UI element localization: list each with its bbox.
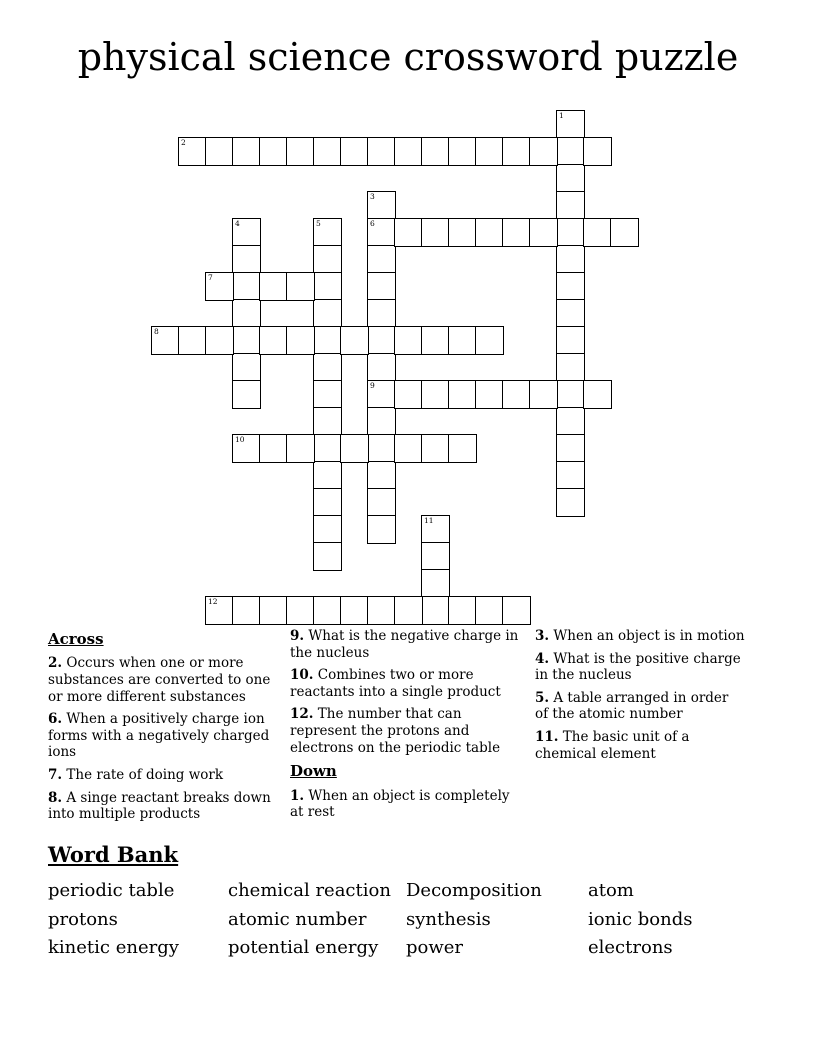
grid-cell[interactable]	[232, 353, 261, 382]
word-bank-list	[48, 877, 768, 963]
clue-number: 2.	[48, 655, 63, 672]
grid-cell[interactable]	[583, 137, 612, 166]
grid-cell[interactable]	[286, 434, 315, 463]
clue-number: 12.	[290, 706, 314, 723]
grid-cell[interactable]	[340, 137, 369, 166]
clue-4: 4. What is the positive charge in the nucleus	[535, 650, 741, 684]
clue-1: 1. When an object is completely at rest	[290, 787, 510, 821]
grid-cell[interactable]	[502, 380, 531, 409]
grid-cell[interactable]	[367, 380, 396, 409]
grid-cell[interactable]	[529, 380, 558, 409]
word-bank-item: periodic table	[48, 880, 175, 901]
word-bank-item: ionic bonds	[588, 908, 693, 930]
word-bank-item: Decomposition	[406, 880, 542, 901]
clue-number: 11.	[535, 728, 559, 745]
grid-cell[interactable]	[232, 434, 261, 463]
word-bank-item: protons	[48, 908, 118, 930]
grid-cell[interactable]	[475, 596, 504, 625]
clue-5: 5. A table arranged in order of the atomic number	[535, 689, 729, 723]
clue-number: 8.	[48, 789, 63, 806]
clue-6: 6. When a positively charge ion forms with a negatively charged ions	[48, 711, 270, 761]
word-bank-item: power	[406, 937, 464, 958]
grid-cell[interactable]	[556, 110, 585, 139]
grid-cell[interactable]	[448, 326, 477, 355]
cell-number: 10	[235, 435, 245, 444]
clue-11: 11. The basic unit of a chemical element	[535, 728, 690, 762]
clue-heading-down: Down	[290, 762, 337, 781]
clue-3: 3. When an object is in motion	[535, 628, 745, 644]
grid-cell[interactable]	[556, 407, 585, 436]
grid-cell[interactable]	[313, 326, 342, 355]
grid-cell[interactable]	[313, 218, 342, 247]
grid-cell[interactable]	[475, 380, 504, 409]
grid-cell[interactable]	[367, 515, 396, 544]
grid-cell[interactable]	[178, 326, 207, 355]
word-bank-item: atom	[588, 880, 634, 901]
cell-number: 2	[181, 138, 186, 147]
grid-cell[interactable]	[286, 596, 315, 625]
grid-cell[interactable]	[448, 380, 477, 409]
grid-cell[interactable]	[313, 353, 342, 382]
grid-cell[interactable]	[232, 326, 261, 355]
grid-cell[interactable]	[340, 434, 369, 463]
grid-cell[interactable]	[529, 218, 558, 247]
grid-cell[interactable]	[313, 245, 342, 274]
grid-cell[interactable]	[367, 488, 396, 517]
cell-number: 8	[154, 327, 159, 336]
grid-cell[interactable]	[421, 596, 450, 625]
grid-cell[interactable]	[367, 434, 396, 463]
grid-cell[interactable]	[448, 218, 477, 247]
grid-cell[interactable]	[421, 515, 450, 544]
grid-cell[interactable]	[286, 326, 315, 355]
grid-cell[interactable]	[556, 299, 585, 328]
grid-cell[interactable]	[313, 272, 342, 301]
grid-cell[interactable]	[205, 326, 234, 355]
grid-cell[interactable]	[232, 596, 261, 625]
clue-heading-across: Across	[48, 630, 104, 648]
word-bank-item: atomic number	[228, 908, 367, 930]
grid-cell[interactable]	[205, 137, 234, 166]
cell-number: 12	[208, 597, 218, 606]
grid-cell[interactable]	[556, 272, 585, 301]
grid-cell[interactable]	[421, 434, 450, 463]
grid-cell[interactable]	[232, 272, 261, 301]
grid-cell[interactable]	[394, 434, 423, 463]
grid-cell[interactable]	[556, 380, 585, 409]
clue-7: 7. The rate of doing work	[48, 767, 224, 783]
clue-10: 10. Combines two or more reactants into a single product	[290, 667, 501, 700]
grid-cell[interactable]	[421, 326, 450, 355]
clue-number: 4.	[535, 650, 550, 667]
clue-number: 6.	[48, 711, 63, 728]
grid-cell[interactable]	[313, 299, 342, 328]
grid-cell[interactable]	[448, 434, 477, 463]
grid-cell[interactable]	[556, 164, 585, 193]
grid-cell[interactable]	[367, 299, 396, 328]
grid-cell[interactable]	[556, 191, 585, 220]
word-bank-item: synthesis	[406, 908, 491, 930]
grid-cell[interactable]	[259, 326, 288, 355]
clue-number: 10.	[290, 667, 314, 684]
cell-number: 3	[370, 192, 375, 201]
grid-cell[interactable]	[448, 596, 477, 625]
grid-cell[interactable]	[313, 434, 342, 463]
grid-cell[interactable]	[394, 596, 423, 625]
grid-cell[interactable]	[259, 596, 288, 625]
grid-cell[interactable]	[367, 218, 396, 247]
grid-cell[interactable]	[394, 137, 423, 166]
word-bank-item: electrons	[588, 937, 673, 958]
grid-cell[interactable]	[583, 380, 612, 409]
word-bank-item: potential energy	[228, 937, 379, 958]
word-bank-section	[48, 842, 768, 963]
grid-cell[interactable]	[529, 137, 558, 166]
grid-cell[interactable]	[205, 272, 234, 301]
clue-12: 12. The number that can represent the protons and electrons on the periodic table	[290, 706, 501, 756]
grid-cell[interactable]	[313, 137, 342, 166]
clue-number: 9.	[290, 628, 305, 644]
grid-cell[interactable]	[556, 326, 585, 355]
grid-cell[interactable]	[259, 272, 288, 301]
grid-cell[interactable]	[421, 542, 450, 571]
cell-number: 6	[370, 219, 375, 228]
grid-cell[interactable]	[556, 353, 585, 382]
grid-cell[interactable]	[232, 299, 261, 328]
grid-cell[interactable]	[475, 326, 504, 355]
clue-column-middle	[290, 628, 522, 827]
grid-cell[interactable]	[286, 137, 315, 166]
word-bank-heading: Word Bank	[48, 842, 179, 867]
grid-cell[interactable]	[367, 596, 396, 625]
clue-column-across	[48, 628, 273, 829]
grid-cell[interactable]	[151, 326, 180, 355]
grid-cell[interactable]	[421, 218, 450, 247]
grid-cell[interactable]	[367, 191, 396, 220]
grid-cell[interactable]	[448, 137, 477, 166]
grid-cell[interactable]	[556, 218, 585, 247]
page-title: physical science crossword puzzle	[77, 35, 739, 79]
clue-column-down	[535, 628, 745, 768]
grid-cell[interactable]	[502, 218, 531, 247]
grid-cell[interactable]	[313, 407, 342, 436]
grid-cell[interactable]	[232, 218, 261, 247]
grid-cell[interactable]	[475, 137, 504, 166]
grid-cell[interactable]	[313, 380, 342, 409]
grid-cell[interactable]	[286, 272, 315, 301]
grid-cell[interactable]	[259, 137, 288, 166]
cell-number: 1	[559, 111, 564, 120]
grid-cell[interactable]	[313, 488, 342, 517]
grid-cell[interactable]	[421, 137, 450, 166]
grid-cell[interactable]	[205, 596, 234, 625]
grid-cell[interactable]	[556, 461, 585, 490]
grid-cell[interactable]	[232, 137, 261, 166]
clue-9: 9. What is the negative charge in the nucleus	[290, 628, 519, 661]
grid-cell[interactable]	[340, 596, 369, 625]
clue-8: 8. A singe reactant breaks down into multiple products	[48, 789, 271, 823]
grid-cell[interactable]	[394, 218, 423, 247]
grid-cell[interactable]	[556, 137, 585, 166]
clue-2: 2. Occurs when one or more substances are converted to one or more different substances	[48, 655, 271, 705]
grid-cell[interactable]	[313, 515, 342, 544]
grid-cell[interactable]	[556, 245, 585, 274]
clue-number: 1.	[290, 787, 305, 804]
grid-cell[interactable]	[367, 326, 396, 355]
cell-number: 5	[316, 219, 321, 228]
clue-number: 7.	[48, 767, 63, 783]
grid-cell[interactable]	[502, 596, 531, 625]
clue-number: 5.	[535, 689, 550, 706]
grid-cell[interactable]	[367, 353, 396, 382]
grid-cell[interactable]	[313, 596, 342, 625]
grid-cell[interactable]	[367, 461, 396, 490]
grid-cell[interactable]	[394, 380, 423, 409]
cell-number: 7	[208, 273, 213, 282]
grid-cell[interactable]	[367, 245, 396, 274]
grid-cell[interactable]	[475, 218, 504, 247]
grid-cell[interactable]	[394, 326, 423, 355]
word-bank-item: chemical reaction	[228, 880, 391, 901]
cell-number: 9	[370, 381, 375, 390]
grid-cell[interactable]	[502, 137, 531, 166]
grid-cell[interactable]	[367, 407, 396, 436]
grid-cell[interactable]	[367, 272, 396, 301]
cell-number: 4	[235, 219, 240, 228]
grid-cell[interactable]	[178, 137, 207, 166]
grid-cell[interactable]	[313, 542, 342, 571]
grid-cell[interactable]	[313, 461, 342, 490]
grid-cell[interactable]	[232, 380, 261, 409]
grid-cell[interactable]	[340, 326, 369, 355]
grid-cell[interactable]	[583, 218, 612, 247]
grid-cell[interactable]	[232, 245, 261, 274]
grid-cell[interactable]	[259, 434, 288, 463]
grid-cell[interactable]	[610, 218, 639, 247]
grid-cell[interactable]	[421, 380, 450, 409]
cell-number: 11	[424, 516, 434, 525]
grid-cell[interactable]	[556, 488, 585, 517]
word-bank-item: kinetic energy	[48, 937, 179, 958]
grid-cell[interactable]	[367, 137, 396, 166]
grid-cell[interactable]	[556, 434, 585, 463]
grid-cell[interactable]	[421, 569, 450, 598]
clue-number: 3.	[535, 628, 550, 644]
